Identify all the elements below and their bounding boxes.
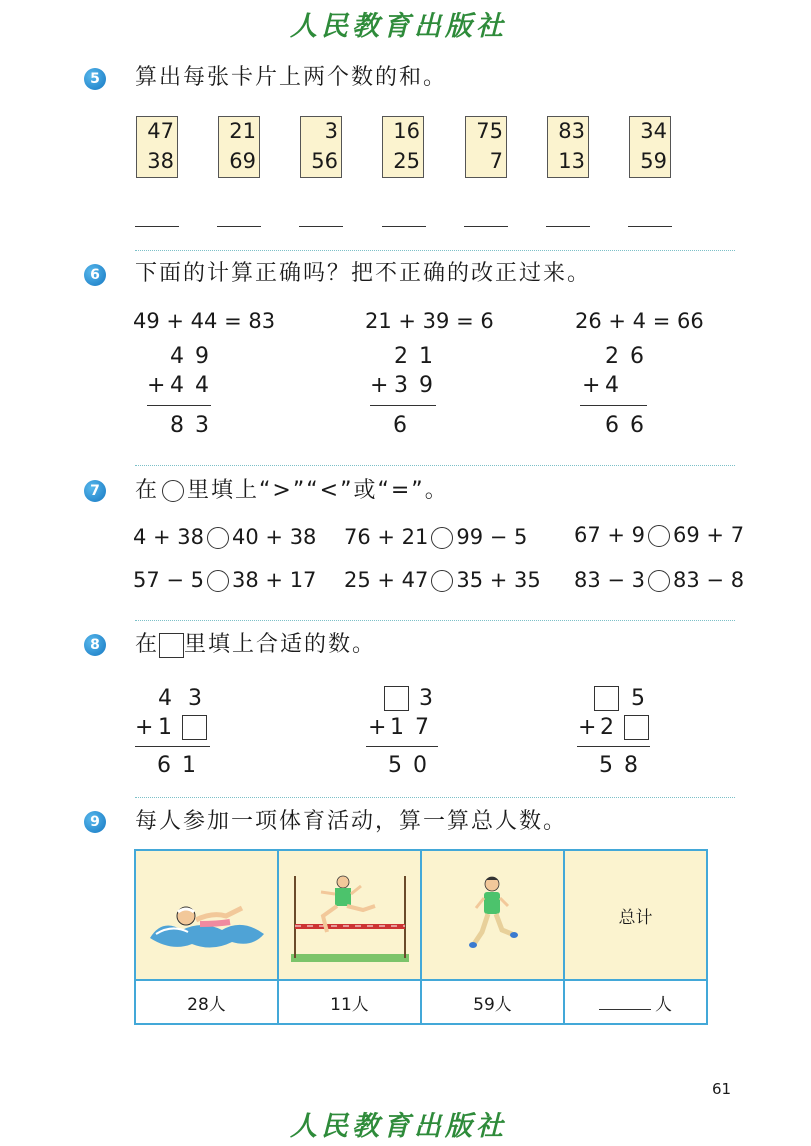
comparison-6: 83 − 3 83 − 8 <box>574 568 745 592</box>
card-2: 21 69 <box>218 116 260 178</box>
equation-3: 26 + 4 = 66 <box>575 309 704 333</box>
fill-3-box-top[interactable] <box>594 686 619 711</box>
total-count-cell <box>564 980 707 1024</box>
swimmer-icon <box>142 868 272 958</box>
question-5-badge: 5 <box>84 68 106 90</box>
comparison-6-circle[interactable] <box>648 570 670 592</box>
answer-blank-5[interactable] <box>464 226 508 227</box>
answer-blank-6[interactable] <box>546 226 590 227</box>
divider <box>135 797 735 798</box>
question-5-text: 算出每张卡片上两个数的和。 <box>135 65 448 90</box>
question-8-badge: 8 <box>84 634 106 656</box>
question-9-text: 每人参加一项体育活动，算一算总人数。 <box>135 809 568 834</box>
total-header-cell <box>564 850 707 980</box>
comparison-4: 57 − 5 38 + 17 <box>133 568 317 592</box>
comparison-3: 67 + 9 69 + 7 <box>574 523 745 547</box>
sports-table <box>134 849 708 1025</box>
vertical-2-result: 6 <box>393 413 409 438</box>
fill-1-second-tens: 1 <box>158 715 174 740</box>
question-9-badge: 9 <box>84 811 106 833</box>
fill-1-line <box>135 746 210 747</box>
total-header: 总计 <box>618 907 653 928</box>
fill-3-box-bottom[interactable] <box>624 715 649 740</box>
card-4: 16 25 <box>382 116 424 178</box>
question-7-badge: 7 <box>84 480 106 502</box>
vertical-2-line <box>370 405 436 406</box>
page-number: 61 <box>712 1080 732 1098</box>
card-5: 75 7 <box>465 116 507 178</box>
fill-2-second: 1 7 <box>390 715 431 740</box>
fill-2-line <box>366 746 438 747</box>
answer-blank-2[interactable] <box>217 226 261 227</box>
total-answer-blank[interactable] <box>599 993 651 1010</box>
vertical-1-result: 8 3 <box>170 413 211 438</box>
vertical-3-second: 4 <box>605 373 621 398</box>
vertical-1-op: + <box>147 373 168 398</box>
comparison-1-circle[interactable] <box>207 527 229 549</box>
fill-1-result: 6 1 <box>157 753 198 778</box>
fill-1-box[interactable] <box>182 715 207 740</box>
divider <box>135 465 735 466</box>
divider <box>135 250 735 251</box>
hurdling-cell <box>278 850 421 980</box>
vertical-3-result: 6 6 <box>605 413 646 438</box>
question-6-badge: 6 <box>84 264 106 286</box>
answer-blank-4[interactable] <box>382 226 426 227</box>
fill-2-result: 5 0 <box>388 753 429 778</box>
vertical-2-second: 3 9 <box>394 373 435 398</box>
hurdling-count: 11人 <box>278 980 421 1024</box>
vertical-2-op: + <box>370 373 391 398</box>
swimming-count: 28人 <box>135 980 278 1024</box>
header-publisher-logo: 人民教育出版社 <box>290 11 507 42</box>
circle-blank-example <box>162 480 184 502</box>
answer-blank-3[interactable] <box>299 226 343 227</box>
hurdler-icon <box>285 858 415 968</box>
card-6: 83 13 <box>547 116 589 178</box>
box-blank-example <box>159 633 184 658</box>
fill-3-result: 5 8 <box>599 753 640 778</box>
question-6-text: 下面的计算正确吗？把不正确的改正过来。 <box>135 261 592 286</box>
fill-1-op: + <box>135 715 156 740</box>
card-3: 3 56 <box>300 116 342 178</box>
answer-blank-7[interactable] <box>628 226 672 227</box>
fill-1-top-tens: 4 <box>158 686 174 711</box>
swimming-cell <box>135 850 278 980</box>
divider <box>135 620 735 621</box>
card-1: 47 38 <box>136 116 178 178</box>
fill-3-line <box>577 746 650 747</box>
vertical-2-top: 2 1 <box>394 344 435 369</box>
fill-1-top-ones: 3 <box>188 686 204 711</box>
fill-2-top-ones: 3 <box>419 686 435 711</box>
runner-icon <box>428 858 558 968</box>
comparison-2-circle[interactable] <box>431 527 453 549</box>
vertical-3-line <box>580 405 647 406</box>
fill-3-op: + <box>578 715 599 740</box>
comparison-2: 76 + 21 99 − 5 <box>344 525 528 549</box>
vertical-3-top: 2 6 <box>605 344 646 369</box>
footer-publisher-logo: 人民教育出版社 <box>290 1111 507 1142</box>
card-7: 34 59 <box>629 116 671 178</box>
vertical-1-top: 4 9 <box>170 344 211 369</box>
comparison-5-circle[interactable] <box>431 570 453 592</box>
answer-blank-1[interactable] <box>135 226 179 227</box>
comparison-3-circle[interactable] <box>648 525 670 547</box>
fill-3-top-ones: 5 <box>631 686 647 711</box>
question-7-text: 在 里填上“>”“<”或“=”。 <box>135 478 449 503</box>
question-8-text: 在 里填上合适的数。 <box>135 632 377 657</box>
comparison-1: 4 + 38 40 + 38 <box>133 525 317 549</box>
running-count: 59人 <box>421 980 564 1024</box>
vertical-3-op: + <box>582 373 603 398</box>
vertical-1-second: 4 4 <box>170 373 211 398</box>
equation-2: 21 + 39 = 6 <box>365 309 494 333</box>
equation-1: 49 + 44 = 83 <box>133 309 276 333</box>
comparison-5: 25 + 47 35 + 35 <box>344 568 541 592</box>
fill-2-op: + <box>368 715 389 740</box>
fill-3-second-tens: 2 <box>600 715 616 740</box>
running-cell <box>421 850 564 980</box>
vertical-1-line <box>147 405 211 406</box>
fill-2-box[interactable] <box>384 686 409 711</box>
total-unit: 人 <box>655 994 672 1015</box>
comparison-4-circle[interactable] <box>207 570 229 592</box>
